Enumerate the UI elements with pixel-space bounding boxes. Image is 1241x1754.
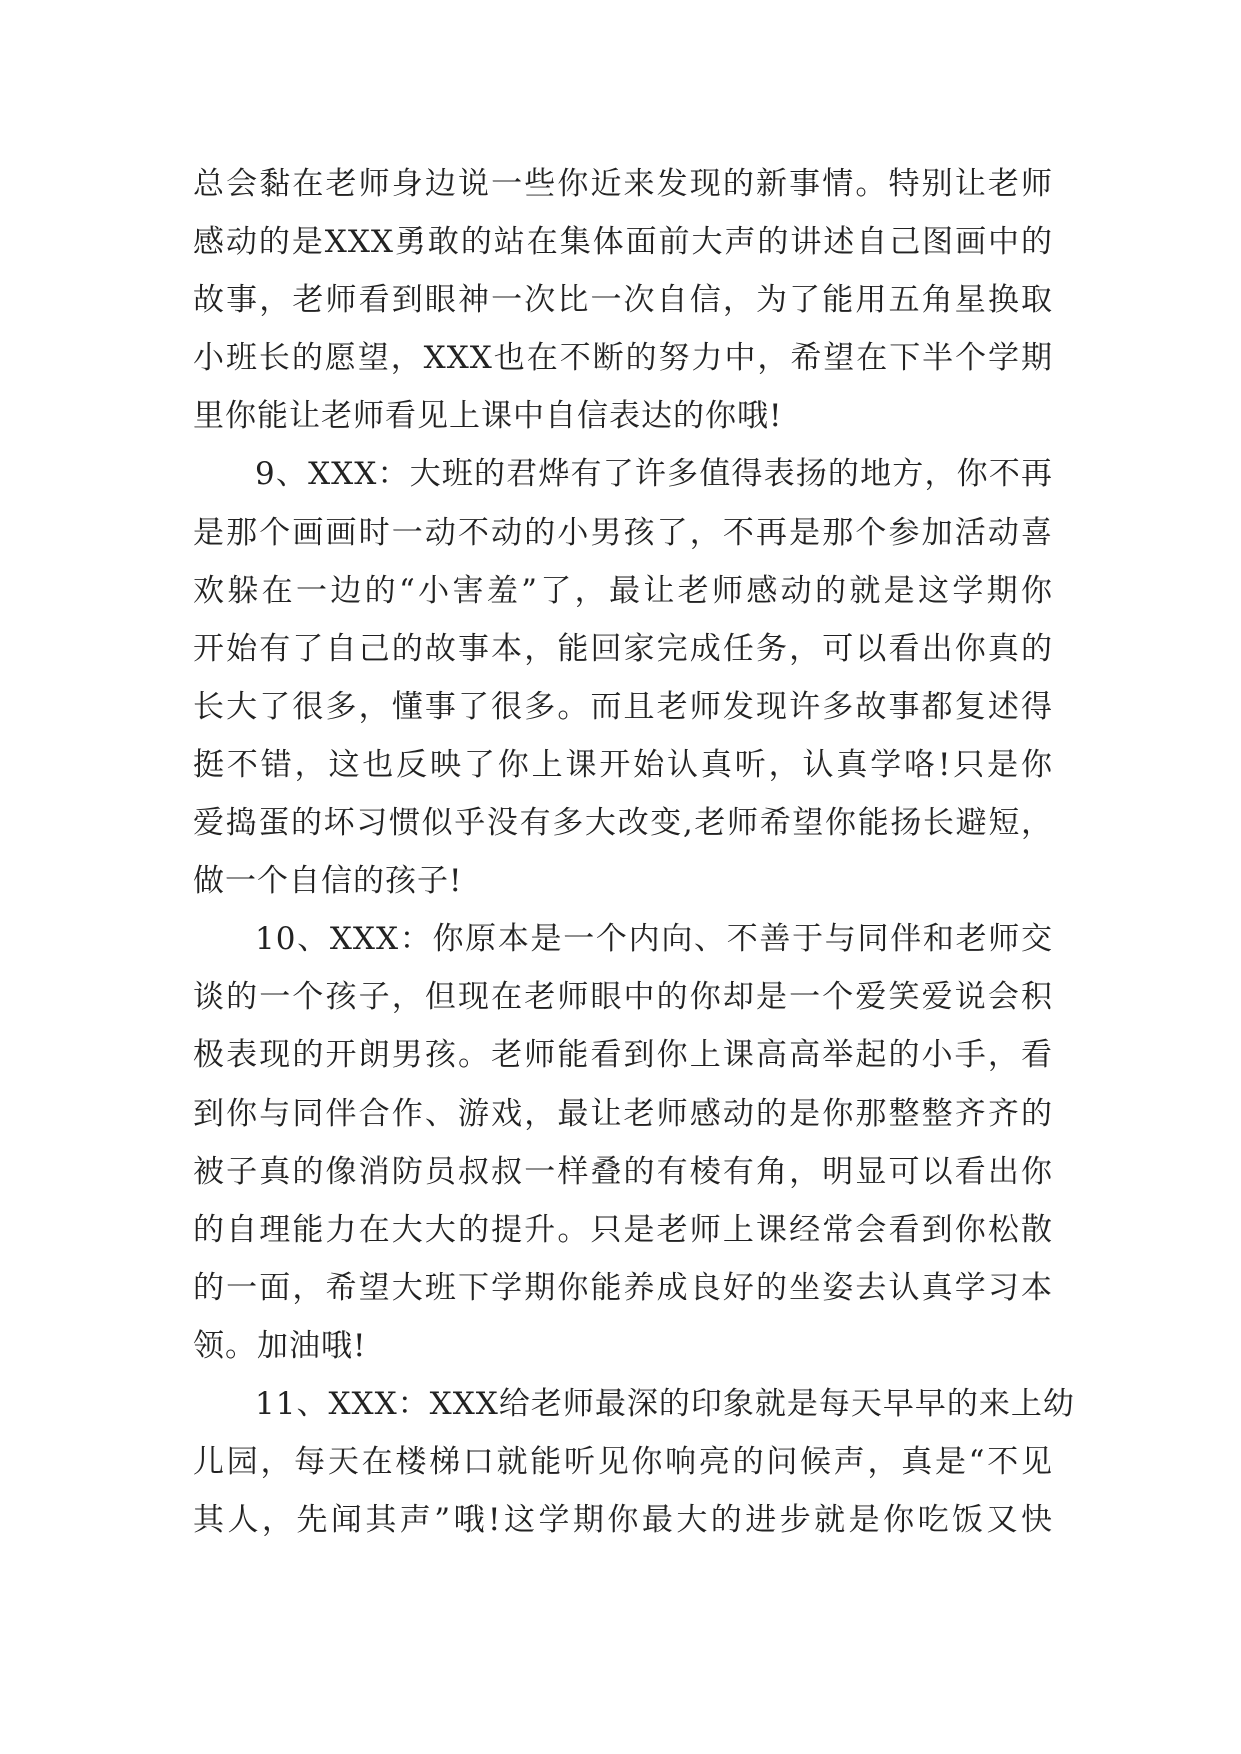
text-line: 长大了很多，懂事了很多。而且老师发现许多故事都复述得 bbox=[193, 688, 1053, 725]
text-line: 里你能让老师看见上课中自信表达的你哦! bbox=[193, 398, 783, 435]
text-line: 开始有了自己的故事本，能回家完成任务，可以看出你真的 bbox=[193, 630, 1053, 667]
paragraph bbox=[193, 445, 1053, 910]
text-line: 故事，老师看到眼神一次比一次自信，为了能用五角星换取 bbox=[193, 282, 1053, 319]
text-line: 11、XXX：XXX给老师最深的印象就是每天早早的来上幼 bbox=[255, 1385, 1075, 1422]
text-line: 的自理能力在大大的提升。只是老师上课经常会看到你松散 bbox=[193, 1211, 1053, 1248]
text-line: 总会黏在老师身边说一些你近来发现的新事情。特别让老师 bbox=[193, 166, 1053, 202]
text-line: 领。加油哦! bbox=[193, 1327, 367, 1364]
text-line: 谈的一个孩子，但现在老师眼中的你却是一个爱笑爱说会积 bbox=[193, 979, 1053, 1016]
text-line: 做一个自信的孩子! bbox=[193, 863, 463, 900]
paragraph bbox=[193, 910, 1053, 1375]
text-line: 是那个画画时一动不动的小男孩了，不再是那个参加活动喜 bbox=[193, 514, 1053, 551]
text-line: 小班长的愿望，XXX也在不断的努力中，希望在下半个学期 bbox=[193, 340, 1053, 377]
document-body bbox=[193, 155, 1075, 1549]
text-line: 极表现的开朗男孩。老师能看到你上课高高举起的小手，看 bbox=[193, 1037, 1053, 1074]
text-line: 9、XXX：大班的君烨有了许多值得表扬的地方，你不再 bbox=[255, 456, 1053, 493]
text-line: 儿园，每天在楼梯口就能听见你响亮的问候声，真是“不见 bbox=[193, 1444, 1053, 1481]
text-line: 挺不错，这也反映了你上课开始认真听，认真学咯!只是你 bbox=[193, 746, 1053, 783]
paragraph bbox=[193, 155, 1053, 445]
text-line: 感动的是XXX勇敢的站在集体面前大声的讲述自己图画中的 bbox=[193, 224, 1053, 261]
text-line: 的一面，希望大班下学期你能养成良好的坐姿去认真学习本 bbox=[193, 1269, 1053, 1306]
text-line: 爱捣蛋的坏习惯似乎没有多大改变,老师希望你能扬长避短， bbox=[193, 805, 1053, 842]
text-line: 被子真的像消防员叔叔一样叠的有棱有角，明显可以看出你 bbox=[193, 1153, 1053, 1190]
text-line: 到你与同伴合作、游戏，最让老师感动的是你那整整齐齐的 bbox=[193, 1095, 1053, 1132]
paragraph bbox=[193, 1375, 1075, 1549]
text-line: 欢躲在一边的“小害羞”了，最让老师感动的就是这学期你 bbox=[193, 572, 1053, 609]
text-line: 其人，先闻其声”哦!这学期你最大的进步就是你吃饭又快 bbox=[193, 1502, 1053, 1539]
text-line: 10、XXX：你原本是一个内向、不善于与同伴和老师交 bbox=[255, 921, 1053, 958]
